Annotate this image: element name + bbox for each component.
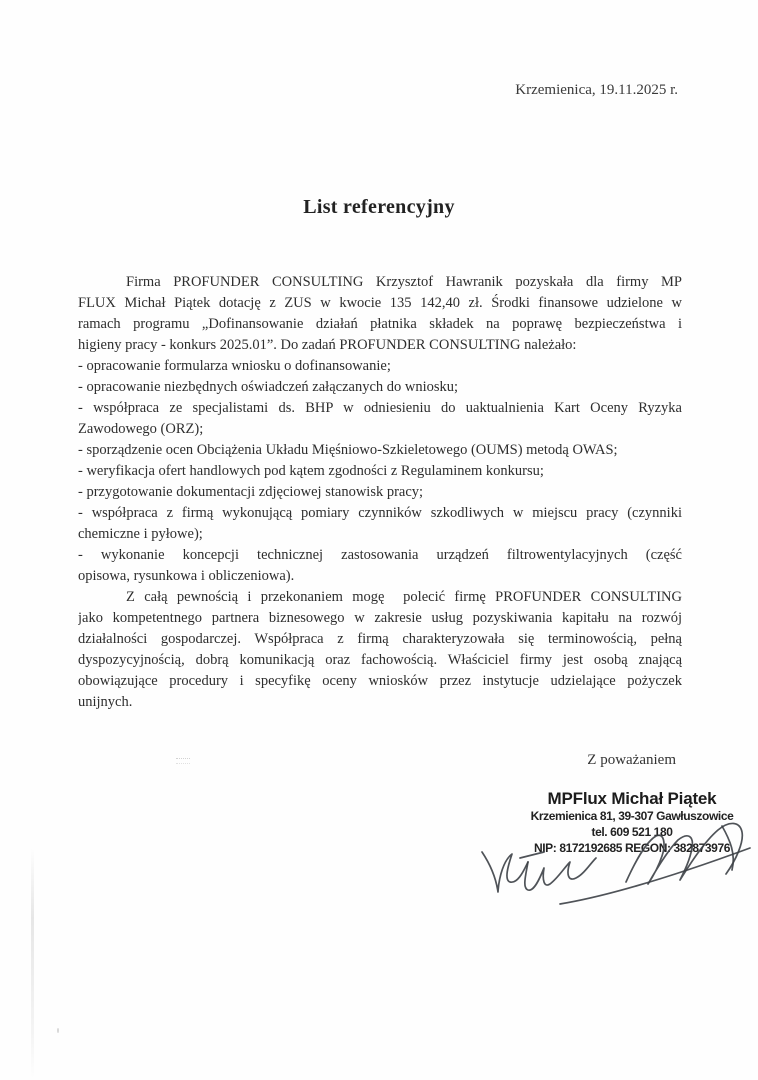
body-text-line: - opracowanie niezbędnych oświadczeń załączanych do wniosku; <box>78 379 459 395</box>
body-text-line: - opracowanie formularza wniosku o dofinansowanie; <box>78 358 391 374</box>
stamp-address: Krzemienica 81, 39-307 Gawłuszowice <box>530 809 734 823</box>
body-text-line: Z całą pewnością i przekonaniem mogę polecić firmę PROFUNDER CONSULTING <box>126 589 682 605</box>
letter-body <box>78 272 682 713</box>
valediction: Z poważaniem <box>587 752 676 768</box>
body-text-line: chemiczne i pyłowe); <box>78 526 203 542</box>
body-text-line: - sporządzenie ocen Obciążenia Układu Mięśniowo-Szkieletowego (OUMS) metodą OWAS; <box>78 442 618 458</box>
body-text-line: - weryfikacja ofert handlowych pod kątem zgodności z Regulaminem konkursu; <box>78 463 544 479</box>
body-text-line: - współpraca ze specjalistami ds. BHP w odniesieniu do uaktualnienia Kart Oceny Ryzyka <box>78 400 682 416</box>
body-text-line: dyspozycyjnością, dobrą komunikacją oraz fachowością. Właściciel firmy jest osobą znającą <box>78 652 682 668</box>
body-text-line: opisowa, rysunkowa i obliczeniowa). <box>78 568 295 584</box>
body-text-line: - wykonanie koncepcji technicznej zastosowania urządzeń filtrowentylacyjnych (część <box>78 547 682 563</box>
date-line: Krzemienica, 19.11.2025 r. <box>515 82 678 98</box>
stamp-company-name: MPFlux Michał Piątek <box>547 789 717 808</box>
body-text-line: Firma PROFUNDER CONSULTING Krzysztof Hawranik pozyskała dla firmy MP <box>126 274 682 290</box>
scan-artifact-mark <box>176 758 190 764</box>
body-text-line: obowiązujące procedury i specyfikę oceny wniosków przez instytucje udzielające pożyczek <box>78 673 682 689</box>
company-stamp <box>500 789 758 856</box>
scan-edge-shadow <box>31 848 34 1080</box>
body-text-line: - współpraca z firmą wykonującą pomiary czynników szkodliwych w miejscu pracy (czynniki <box>78 505 682 521</box>
body-text-line: higieny pracy - konkurs 2025.01”. Do zadań PROFUNDER CONSULTING należało: <box>78 337 577 353</box>
body-text-line: Zawodowego (ORZ); <box>78 421 204 437</box>
document-title: List referencyjny <box>303 196 455 218</box>
body-text-line: FLUX Michał Piątek dotację z ZUS w kwocie 135 142,40 zł. Środki finansowe udzielone w <box>78 295 682 311</box>
body-text-line: jako kompetentnego partnera biznesowego w zakresie usług pozyskiwania kapitału na rozwój <box>78 610 682 626</box>
stamp-phone: tel. 609 521 180 <box>591 825 673 839</box>
body-text-line: - przygotowanie dokumentacji zdjęciowej stanowisk pracy; <box>78 484 424 500</box>
body-text-line: unijnych. <box>78 694 133 710</box>
body-text-line: ramach programu „Dofinansowanie działań płatnika składek na poprawę bezpieczeństwa i <box>78 316 682 332</box>
scan-speck <box>57 1028 59 1033</box>
body-text-line: działalności gospodarczej. Współpraca z firmą charakteryzowała się terminowością, pełną <box>78 631 682 647</box>
stamp-nip-regon: NIP: 8172192685 REGON: 382873976 <box>533 841 730 855</box>
